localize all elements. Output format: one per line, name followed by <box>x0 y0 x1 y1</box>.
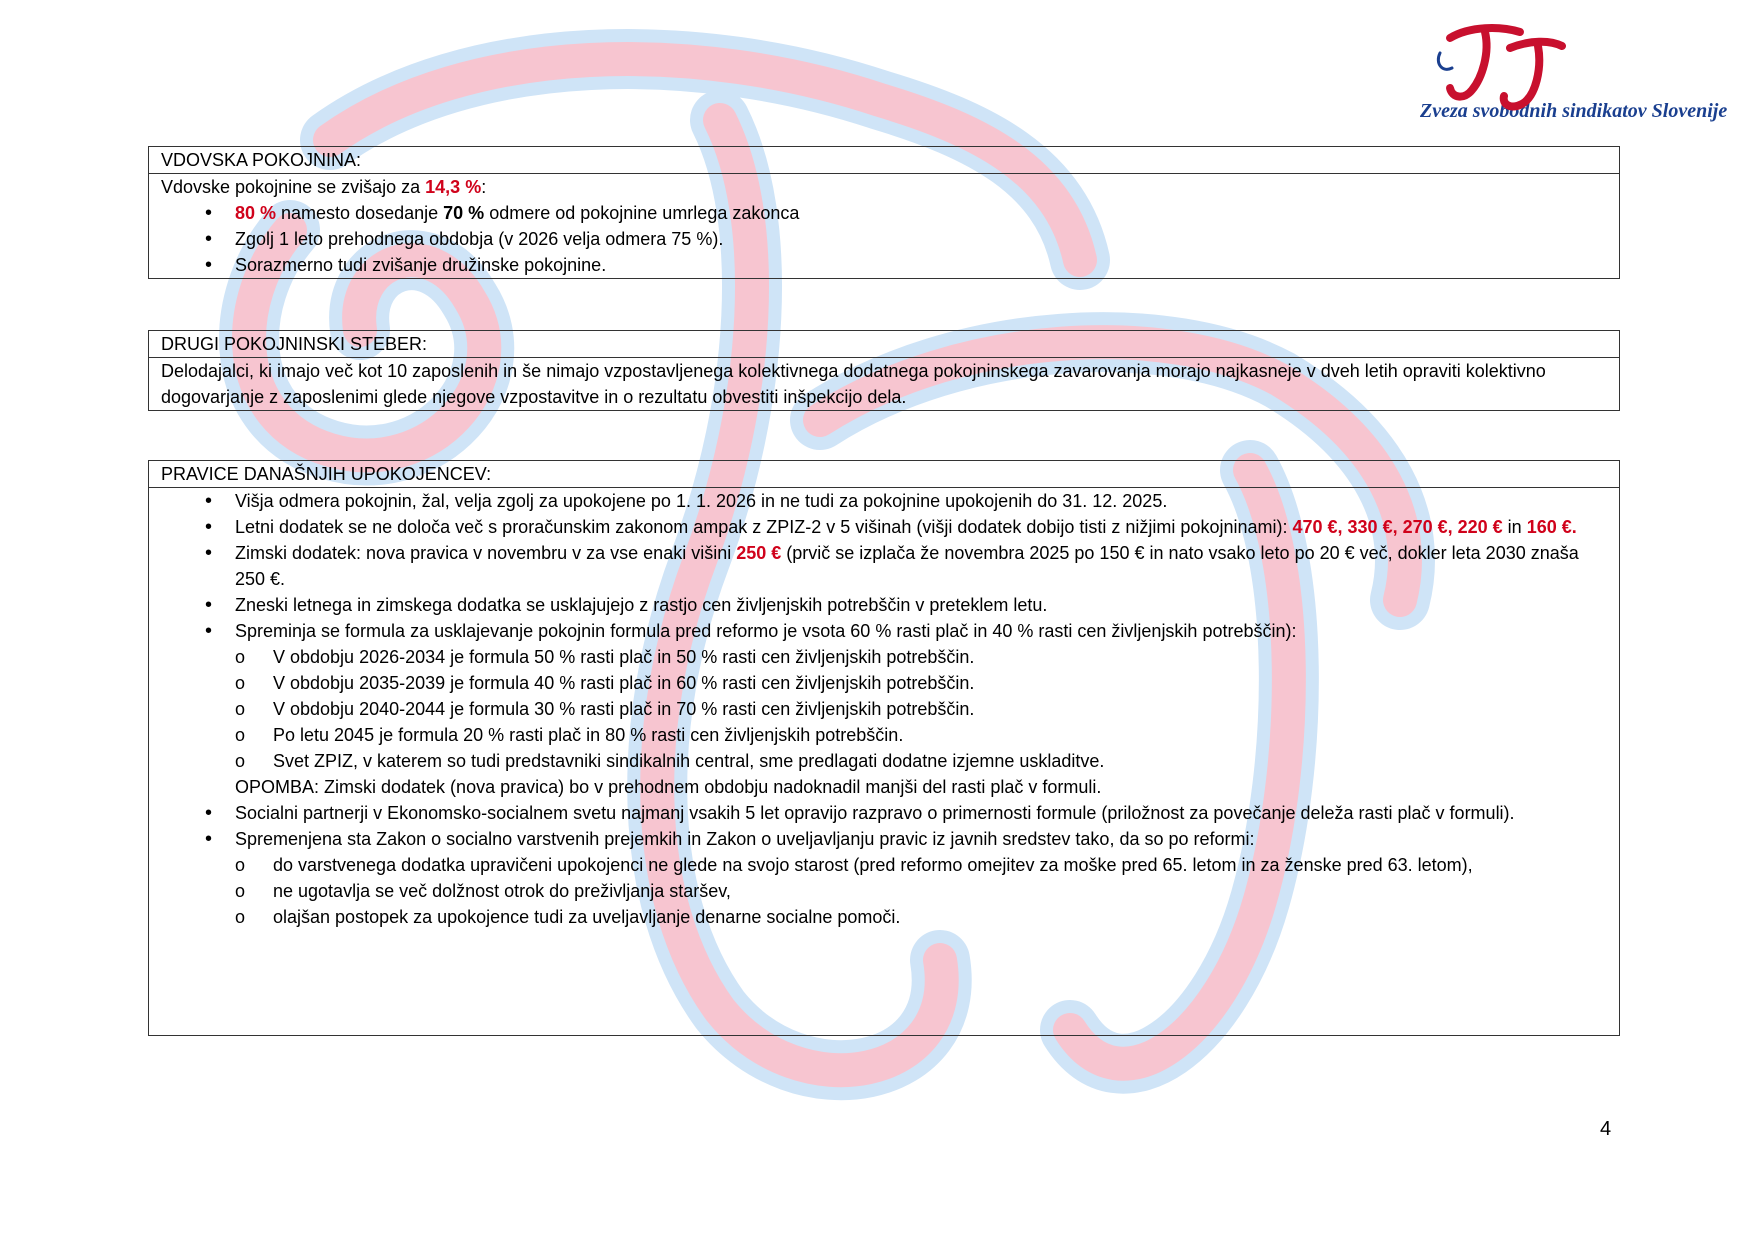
section-second-pillar <box>148 330 1620 411</box>
list-item: • Višja odmera pokojnin, žal, velja zgolj za upokojene po 1. 1. 2026 in ne tudi za pokojnine upokojenih do 31. 12. 2025. <box>161 488 1607 514</box>
section-widow-pension <box>148 146 1620 279</box>
sub-list-item: o V obdobju 2040-2044 je formula 30 % rasti plač in 70 % rasti cen življenjskih potrebščin. <box>235 696 1607 722</box>
section-title: VDOVSKA POKOJNINA: <box>149 147 1619 174</box>
section-pensioners-rights <box>148 460 1620 1036</box>
list-item: • 80 % namesto dosedanje 70 % odmere od pokojnine umrlega zakonca <box>161 200 1607 226</box>
sub-list-item: o Po letu 2045 je formula 20 % rasti plač in 80 % rasti cen življenjskih potrebščin. <box>235 722 1607 748</box>
list-item: • Zgolj 1 leto prehodnega obdobja (v 2026 velja odmera 75 %). <box>161 226 1607 252</box>
zsss-logo-icon <box>1410 18 1730 130</box>
list-item: • Spremenjena sta Zakon o socialno varstvenih prejemkih in Zakon o uveljavljanju pravic iz javnih sredstev tako, da so po reformi: o do varstvenega dodatka upravičeni upokojenci ne glede na svojo starost (pred reformo omejitev za moške pred 65. letom in za ženske pred 63. letom), o ne ugotavlja se več dolžnost otrok do preživljanja staršev, o olajšan postopek za upokojence tudi za uveljavljanje denarne socialne pomoči. <box>161 826 1607 930</box>
sub-list-item: o do varstvenega dodatka upravičeni upokojenci ne glede na svojo starost (pred reformo omejitev za moške pred 65. letom in za ženske pred 63. letom), <box>235 852 1607 878</box>
sub-list-item: o Svet ZPIZ, v katerem so tudi predstavniki sindikalnih central, sme predlagati dodatne izjemne uskladitve. <box>235 748 1607 774</box>
page-number: 4 <box>1600 1118 1612 1140</box>
list-item: • Letni dodatek se ne določa več s proračunskim zakonom ampak z ZPIZ-2 v 5 višinah (višji dodatek dobijo tisti z nižjimi pokojninami): 470 €, 330 €, 270 €, 220 € in 160 €. <box>161 514 1607 540</box>
org-name: Zveza svobodnih sindikatov Slovenije <box>1420 100 1728 122</box>
list-item: • Zneski letnega in zimskega dodatka se usklajujejo z rastjo cen življenjskih potrebščin v preteklem letu. <box>161 592 1607 618</box>
sub-list-item: o olajšan postopek za upokojence tudi za uveljavljanje denarne socialne pomoči. <box>235 904 1607 930</box>
list-item: • Zimski dodatek: nova pravica v novembru v za vse enaki višini 250 € (prvič se izplača že novembra 2025 po 150 € in nato vsako leto po 20 € več, dokler leta 2030 znaša 250 €. <box>161 540 1607 592</box>
list-item: • Socialni partnerji v Ekonomsko-socialnem svetu najmanj vsakih 5 let opravijo razpravo o primernosti formule (priložnost za povečanje deleža rasti plač v formuli). <box>161 800 1607 826</box>
sub-list-item: o V obdobju 2026-2034 je formula 50 % rasti plač in 50 % rasti cen življenjskih potrebščin. <box>235 644 1607 670</box>
section-body: Delodajalci, ki imajo več kot 10 zaposlenih in še nimajo vzpostavljenega kolektivnega dodatnega pokojninskega zavarovanja morajo najkasneje v dveh letih opraviti kolektivno dogovarjanje z zaposlenimi glede njegove vzpostavitve in o rezultatu obvestiti inšpekcijo dela. <box>161 361 1546 407</box>
section-title: PRAVICE DANAŠNJIH UPOKOJENCEV: <box>149 461 1619 488</box>
section-title: DRUGI POKOJNINSKI STEBER: <box>149 331 1619 358</box>
sub-list-item: o ne ugotavlja se več dolžnost otrok do preživljanja staršev, <box>235 878 1607 904</box>
note-text: OPOMBA: Zimski dodatek (nova pravica) bo v prehodnem obdobju nadoknadil manjši del rasti plač v formuli. <box>235 777 1102 797</box>
list-item: • Spreminja se formula za usklajevanje pokojnin formula pred reformo je vsota 60 % rasti plač in 40 % rasti cen življenjskih potrebščin): o V obdobju 2026-2034 je formula 50 % rasti plač in 50 % rasti cen življenjskih potrebščin. o V obdobju 2035-2039 je formula 40 % rasti plač in 60 % rasti cen življenjskih potrebščin. o V obdobju 2040-2044 je formula 30 % rasti plač in 70 % rasti cen življenjskih potrebščin. o Po letu 2045 je formula 20 % rasti plač in 80 % rasti cen življenjskih potrebščin. o Svet ZPIZ, v katerem so tudi predstavniki sindikalnih central, sme predlagati dodatne izjemne uskladitve. OPOMBA: Zimski dodatek (nova pravica) bo v prehodnem obdobju nadoknadil manjši del rasti plač v formuli. <box>161 618 1607 800</box>
intro-line: Vdovske pokojnine se zvišajo za 14,3 %: <box>161 177 487 197</box>
sub-list-item: o V obdobju 2035-2039 je formula 40 % rasti plač in 60 % rasti cen življenjskih potrebščin. <box>235 670 1607 696</box>
list-item: • Sorazmerno tudi zvišanje družinske pokojnine. <box>161 252 1607 278</box>
